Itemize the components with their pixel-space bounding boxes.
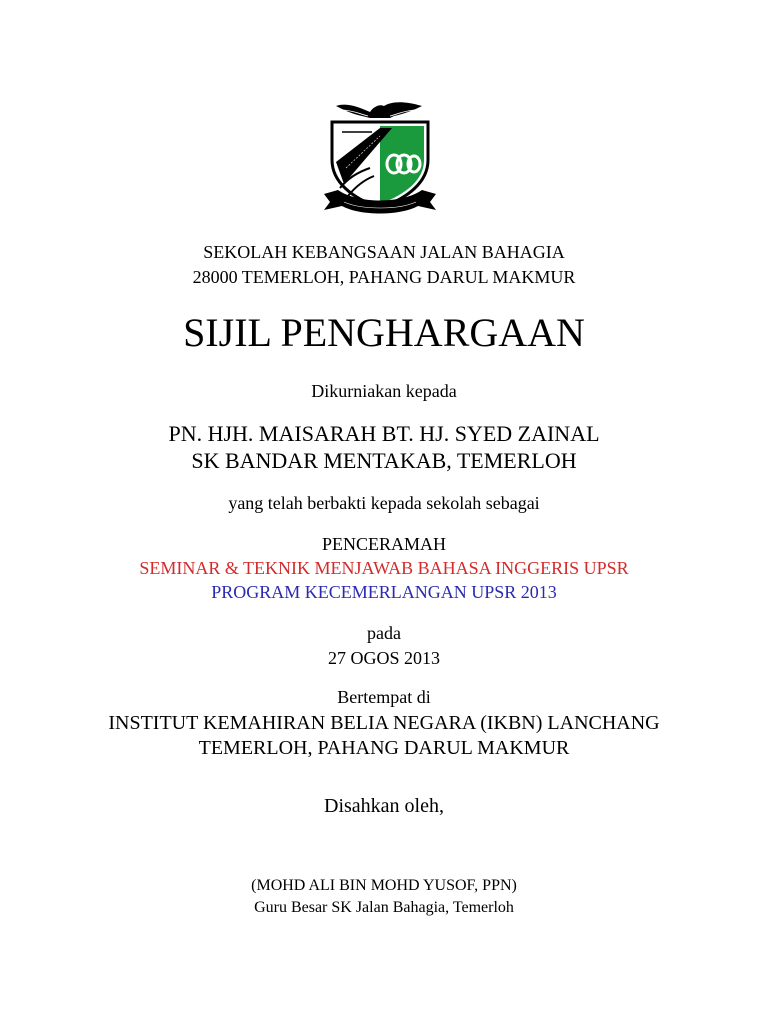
crest-eagle-wings [336, 102, 422, 118]
venue-line-1: INSTITUT KEMAHIRAN BELIA NEGARA (IKBN) LANCHANG [108, 712, 660, 734]
recipient-school: SK BANDAR MENTAKAB, TEMERLOH [191, 448, 577, 473]
verified-by-label: Disahkan oleh, [324, 795, 444, 817]
school-address: 28000 TEMERLOH, PAHANG DARUL MAKMUR [192, 267, 576, 287]
recipient-name: PN. HJH. MAISARAH BT. HJ. SYED ZAINAL [168, 421, 600, 446]
certificate-title: SIJIL PENGHARGAAN [183, 310, 585, 355]
on-label: pada [367, 623, 401, 643]
service-label: yang telah berbakti kepada sekolah sebagai [228, 493, 540, 513]
signatory-title: Guru Besar SK Jalan Bahagia, Temerloh [254, 899, 514, 916]
awarded-to-label: Dikurniakan kepada [311, 381, 457, 401]
school-crest-logo [318, 98, 442, 222]
signatory-name: (MOHD ALI BIN MOHD YUSOF, PPN) [251, 877, 517, 894]
role: PENCERAMAH [321, 534, 446, 554]
event-program: PROGRAM KECEMERLANGAN UPSR 2013 [211, 582, 557, 602]
school-name: SEKOLAH KEBANGSAAN JALAN BAHAGIA [203, 242, 565, 262]
event-title: SEMINAR & TEKNIK MENJAWAB BAHASA INGGERIS UPSR [139, 558, 629, 578]
venue-label: Bertempat di [337, 687, 431, 707]
event-date: 27 OGOS 2013 [327, 648, 440, 668]
venue-line-2: TEMERLOH, PAHANG DARUL MAKMUR [198, 737, 570, 759]
